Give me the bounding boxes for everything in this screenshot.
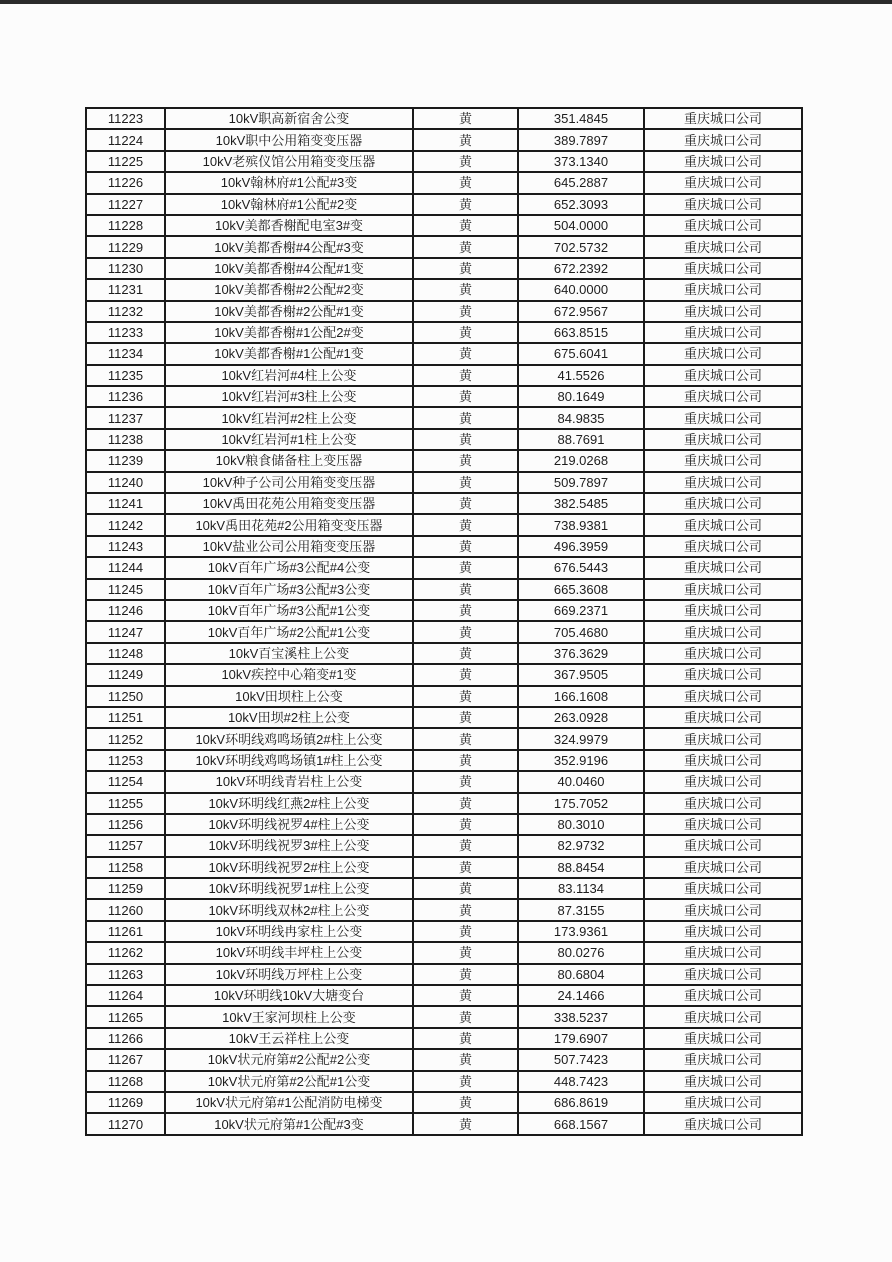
value-cell: 88.7691 [518, 429, 644, 450]
value-cell: 179.6907 [518, 1028, 644, 1049]
row-id-cell: 11266 [86, 1028, 165, 1049]
company-cell: 重庆城口公司 [644, 151, 802, 172]
row-id-cell: 11227 [86, 194, 165, 215]
value-cell: 496.3959 [518, 536, 644, 557]
row-id-cell: 11224 [86, 129, 165, 150]
value-cell: 41.5526 [518, 365, 644, 386]
device-name-cell: 10kV种子公司公用箱变变压器 [165, 472, 413, 493]
table-row [86, 899, 802, 920]
company-cell: 重庆城口公司 [644, 1028, 802, 1049]
company-cell: 重庆城口公司 [644, 664, 802, 685]
row-id-cell: 11229 [86, 236, 165, 257]
table-row [86, 172, 802, 193]
table-row [86, 514, 802, 535]
row-id-cell: 11225 [86, 151, 165, 172]
status-flag-cell: 黄 [413, 514, 518, 535]
device-name-cell: 10kV环明线双林2#柱上公变 [165, 899, 413, 920]
row-id-cell: 11259 [86, 878, 165, 899]
value-cell: 382.5485 [518, 493, 644, 514]
row-id-cell: 11245 [86, 579, 165, 600]
row-id-cell: 11250 [86, 686, 165, 707]
company-cell: 重庆城口公司 [644, 814, 802, 835]
value-cell: 80.6804 [518, 964, 644, 985]
status-flag-cell: 黄 [413, 1028, 518, 1049]
row-id-cell: 11231 [86, 279, 165, 300]
table-row [86, 771, 802, 792]
company-cell: 重庆城口公司 [644, 899, 802, 920]
row-id-cell: 11269 [86, 1092, 165, 1113]
transformer-table [85, 107, 803, 1136]
value-cell: 263.0928 [518, 707, 644, 728]
status-flag-cell: 黄 [413, 472, 518, 493]
row-id-cell: 11241 [86, 493, 165, 514]
device-name-cell: 10kV美都香榭#4公配#3变 [165, 236, 413, 257]
page-top-edge-rule [0, 0, 892, 4]
status-flag-cell: 黄 [413, 151, 518, 172]
company-cell: 重庆城口公司 [644, 472, 802, 493]
table-row [86, 194, 802, 215]
row-id-cell: 11262 [86, 942, 165, 963]
row-id-cell: 11251 [86, 707, 165, 728]
value-cell: 738.9381 [518, 514, 644, 535]
company-cell: 重庆城口公司 [644, 365, 802, 386]
status-flag-cell: 黄 [413, 771, 518, 792]
device-name-cell: 10kV美都香榭#2公配#1变 [165, 301, 413, 322]
status-flag-cell: 黄 [413, 493, 518, 514]
row-id-cell: 11257 [86, 835, 165, 856]
status-flag-cell: 黄 [413, 921, 518, 942]
table-row [86, 1028, 802, 1049]
row-id-cell: 11268 [86, 1071, 165, 1092]
value-cell: 166.1608 [518, 686, 644, 707]
device-name-cell: 10kV禹田花苑公用箱变变压器 [165, 493, 413, 514]
table-row [86, 236, 802, 257]
value-cell: 668.1567 [518, 1113, 644, 1134]
value-cell: 669.2371 [518, 600, 644, 621]
device-name-cell: 10kV环明线丰坪柱上公变 [165, 942, 413, 963]
device-name-cell: 10kV美都香榭#1公配2#变 [165, 322, 413, 343]
company-cell: 重庆城口公司 [644, 343, 802, 364]
device-name-cell: 10kV环明线冉家柱上公变 [165, 921, 413, 942]
company-cell: 重庆城口公司 [644, 793, 802, 814]
value-cell: 367.9505 [518, 664, 644, 685]
table-row [86, 985, 802, 1006]
value-cell: 665.3608 [518, 579, 644, 600]
device-name-cell: 10kV状元府第#2公配#2公变 [165, 1049, 413, 1070]
row-id-cell: 11226 [86, 172, 165, 193]
row-id-cell: 11233 [86, 322, 165, 343]
device-name-cell: 10kV百宝溪柱上公变 [165, 643, 413, 664]
status-flag-cell: 黄 [413, 579, 518, 600]
company-cell: 重庆城口公司 [644, 215, 802, 236]
value-cell: 40.0460 [518, 771, 644, 792]
status-flag-cell: 黄 [413, 343, 518, 364]
device-name-cell: 10kV王家河坝柱上公变 [165, 1006, 413, 1027]
status-flag-cell: 黄 [413, 557, 518, 578]
table-row [86, 964, 802, 985]
status-flag-cell: 黄 [413, 450, 518, 471]
value-cell: 509.7897 [518, 472, 644, 493]
row-id-cell: 11255 [86, 793, 165, 814]
table-row [86, 621, 802, 642]
company-cell: 重庆城口公司 [644, 1049, 802, 1070]
device-name-cell: 10kV红岩河#2柱上公变 [165, 407, 413, 428]
row-id-cell: 11263 [86, 964, 165, 985]
company-cell: 重庆城口公司 [644, 194, 802, 215]
row-id-cell: 11270 [86, 1113, 165, 1134]
status-flag-cell: 黄 [413, 322, 518, 343]
table-row [86, 536, 802, 557]
status-flag-cell: 黄 [413, 835, 518, 856]
value-cell: 351.4845 [518, 108, 644, 129]
device-name-cell: 10kV百年广场#3公配#1公变 [165, 600, 413, 621]
company-cell: 重庆城口公司 [644, 1092, 802, 1113]
status-flag-cell: 黄 [413, 279, 518, 300]
company-cell: 重庆城口公司 [644, 857, 802, 878]
company-cell: 重庆城口公司 [644, 621, 802, 642]
table-row [86, 1006, 802, 1027]
value-cell: 373.1340 [518, 151, 644, 172]
status-flag-cell: 黄 [413, 707, 518, 728]
device-name-cell: 10kV红岩河#1柱上公变 [165, 429, 413, 450]
device-name-cell: 10kV盐业公司公用箱变变压器 [165, 536, 413, 557]
table-row [86, 579, 802, 600]
value-cell: 173.9361 [518, 921, 644, 942]
company-cell: 重庆城口公司 [644, 493, 802, 514]
status-flag-cell: 黄 [413, 1071, 518, 1092]
company-cell: 重庆城口公司 [644, 985, 802, 1006]
company-cell: 重庆城口公司 [644, 1071, 802, 1092]
value-cell: 88.8454 [518, 857, 644, 878]
device-name-cell: 10kV状元府第#1公配消防电梯变 [165, 1092, 413, 1113]
table-row [86, 835, 802, 856]
row-id-cell: 11265 [86, 1006, 165, 1027]
row-id-cell: 11234 [86, 343, 165, 364]
device-name-cell: 10kV百年广场#3公配#4公变 [165, 557, 413, 578]
row-id-cell: 11256 [86, 814, 165, 835]
table-row [86, 643, 802, 664]
device-name-cell: 10kV环明线10kV大塘变台 [165, 985, 413, 1006]
status-flag-cell: 黄 [413, 215, 518, 236]
value-cell: 376.3629 [518, 643, 644, 664]
company-cell: 重庆城口公司 [644, 1113, 802, 1134]
value-cell: 87.3155 [518, 899, 644, 920]
device-name-cell: 10kV粮食储备柱上变压器 [165, 450, 413, 471]
value-cell: 175.7052 [518, 793, 644, 814]
device-name-cell: 10kV环明线祝罗2#柱上公变 [165, 857, 413, 878]
company-cell: 重庆城口公司 [644, 643, 802, 664]
company-cell: 重庆城口公司 [644, 450, 802, 471]
device-name-cell: 10kV职中公用箱变变压器 [165, 129, 413, 150]
table-row [86, 450, 802, 471]
company-cell: 重庆城口公司 [644, 579, 802, 600]
table-row [86, 215, 802, 236]
table-row [86, 108, 802, 129]
table-row [86, 921, 802, 942]
table-row [86, 814, 802, 835]
company-cell: 重庆城口公司 [644, 386, 802, 407]
device-name-cell: 10kV疾控中心箱变#1变 [165, 664, 413, 685]
value-cell: 640.0000 [518, 279, 644, 300]
table-row [86, 728, 802, 749]
row-id-cell: 11246 [86, 600, 165, 621]
device-name-cell: 10kV美都香榭#2公配#2变 [165, 279, 413, 300]
company-cell: 重庆城口公司 [644, 835, 802, 856]
table-row [86, 707, 802, 728]
value-cell: 672.9567 [518, 301, 644, 322]
table-row [86, 857, 802, 878]
status-flag-cell: 黄 [413, 857, 518, 878]
table-row [86, 151, 802, 172]
row-id-cell: 11244 [86, 557, 165, 578]
company-cell: 重庆城口公司 [644, 1006, 802, 1027]
value-cell: 507.7423 [518, 1049, 644, 1070]
table-row [86, 279, 802, 300]
table-row [86, 600, 802, 621]
value-cell: 24.1466 [518, 985, 644, 1006]
table-body [86, 108, 802, 1135]
device-name-cell: 10kV老殡仪馆公用箱变变压器 [165, 151, 413, 172]
company-cell: 重庆城口公司 [644, 407, 802, 428]
table-row [86, 386, 802, 407]
device-name-cell: 10kV翰林府#1公配#2变 [165, 194, 413, 215]
status-flag-cell: 黄 [413, 664, 518, 685]
table-row [86, 557, 802, 578]
company-cell: 重庆城口公司 [644, 600, 802, 621]
device-name-cell: 10kV百年广场#2公配#1公变 [165, 621, 413, 642]
row-id-cell: 11249 [86, 664, 165, 685]
value-cell: 80.0276 [518, 942, 644, 963]
row-id-cell: 11230 [86, 258, 165, 279]
value-cell: 219.0268 [518, 450, 644, 471]
value-cell: 652.3093 [518, 194, 644, 215]
row-id-cell: 11267 [86, 1049, 165, 1070]
row-id-cell: 11252 [86, 728, 165, 749]
device-name-cell: 10kV职高新宿舍公变 [165, 108, 413, 129]
value-cell: 80.1649 [518, 386, 644, 407]
device-name-cell: 10kV美都香榭#4公配#1变 [165, 258, 413, 279]
row-id-cell: 11238 [86, 429, 165, 450]
value-cell: 663.8515 [518, 322, 644, 343]
value-cell: 645.2887 [518, 172, 644, 193]
company-cell: 重庆城口公司 [644, 236, 802, 257]
company-cell: 重庆城口公司 [644, 878, 802, 899]
device-name-cell: 10kV状元府第#2公配#1公变 [165, 1071, 413, 1092]
status-flag-cell: 黄 [413, 942, 518, 963]
device-name-cell: 10kV红岩河#3柱上公变 [165, 386, 413, 407]
table-row [86, 343, 802, 364]
table-row [86, 301, 802, 322]
device-name-cell: 10kV环明线鸡鸣场镇1#柱上公变 [165, 750, 413, 771]
value-cell: 705.4680 [518, 621, 644, 642]
company-cell: 重庆城口公司 [644, 707, 802, 728]
status-flag-cell: 黄 [413, 429, 518, 450]
value-cell: 80.3010 [518, 814, 644, 835]
table-row [86, 686, 802, 707]
table-row [86, 1049, 802, 1070]
value-cell: 324.9979 [518, 728, 644, 749]
company-cell: 重庆城口公司 [644, 301, 802, 322]
device-name-cell: 10kV美都香榭#1公配#1变 [165, 343, 413, 364]
table-row [86, 664, 802, 685]
status-flag-cell: 黄 [413, 1113, 518, 1134]
value-cell: 686.8619 [518, 1092, 644, 1113]
value-cell: 448.7423 [518, 1071, 644, 1092]
company-cell: 重庆城口公司 [644, 964, 802, 985]
company-cell: 重庆城口公司 [644, 536, 802, 557]
status-flag-cell: 黄 [413, 600, 518, 621]
status-flag-cell: 黄 [413, 814, 518, 835]
status-flag-cell: 黄 [413, 899, 518, 920]
device-name-cell: 10kV状元府第#1公配#3变 [165, 1113, 413, 1134]
table-row [86, 1092, 802, 1113]
value-cell: 676.5443 [518, 557, 644, 578]
table-row [86, 129, 802, 150]
status-flag-cell: 黄 [413, 643, 518, 664]
row-id-cell: 11232 [86, 301, 165, 322]
device-name-cell: 10kV美都香榭配电室3#变 [165, 215, 413, 236]
row-id-cell: 11239 [86, 450, 165, 471]
row-id-cell: 11258 [86, 857, 165, 878]
status-flag-cell: 黄 [413, 686, 518, 707]
device-name-cell: 10kV百年广场#3公配#3公变 [165, 579, 413, 600]
company-cell: 重庆城口公司 [644, 172, 802, 193]
row-id-cell: 11261 [86, 921, 165, 942]
table-row [86, 258, 802, 279]
company-cell: 重庆城口公司 [644, 322, 802, 343]
company-cell: 重庆城口公司 [644, 686, 802, 707]
device-name-cell: 10kV环明线祝罗1#柱上公变 [165, 878, 413, 899]
value-cell: 389.7897 [518, 129, 644, 150]
status-flag-cell: 黄 [413, 172, 518, 193]
company-cell: 重庆城口公司 [644, 429, 802, 450]
company-cell: 重庆城口公司 [644, 258, 802, 279]
status-flag-cell: 黄 [413, 365, 518, 386]
status-flag-cell: 黄 [413, 407, 518, 428]
device-name-cell: 10kV环明线鸡鸣场镇2#柱上公变 [165, 728, 413, 749]
table-row [86, 407, 802, 428]
status-flag-cell: 黄 [413, 728, 518, 749]
company-cell: 重庆城口公司 [644, 771, 802, 792]
company-cell: 重庆城口公司 [644, 108, 802, 129]
status-flag-cell: 黄 [413, 750, 518, 771]
table-row [86, 365, 802, 386]
device-name-cell: 10kV环明线祝罗3#柱上公变 [165, 835, 413, 856]
table-row [86, 322, 802, 343]
company-cell: 重庆城口公司 [644, 279, 802, 300]
row-id-cell: 11223 [86, 108, 165, 129]
device-name-cell: 10kV禹田花苑#2公用箱变变压器 [165, 514, 413, 535]
status-flag-cell: 黄 [413, 793, 518, 814]
device-name-cell: 10kV环明线青岩柱上公变 [165, 771, 413, 792]
value-cell: 338.5237 [518, 1006, 644, 1027]
device-name-cell: 10kV红岩河#4柱上公变 [165, 365, 413, 386]
row-id-cell: 11236 [86, 386, 165, 407]
device-name-cell: 10kV田坝#2柱上公变 [165, 707, 413, 728]
value-cell: 675.6041 [518, 343, 644, 364]
company-cell: 重庆城口公司 [644, 750, 802, 771]
row-id-cell: 11254 [86, 771, 165, 792]
company-cell: 重庆城口公司 [644, 557, 802, 578]
status-flag-cell: 黄 [413, 1092, 518, 1113]
row-id-cell: 11237 [86, 407, 165, 428]
row-id-cell: 11242 [86, 514, 165, 535]
device-name-cell: 10kV环明线万坪柱上公变 [165, 964, 413, 985]
value-cell: 83.1134 [518, 878, 644, 899]
status-flag-cell: 黄 [413, 985, 518, 1006]
table-row [86, 1113, 802, 1134]
row-id-cell: 11248 [86, 643, 165, 664]
row-id-cell: 11260 [86, 899, 165, 920]
status-flag-cell: 黄 [413, 108, 518, 129]
value-cell: 504.0000 [518, 215, 644, 236]
table-row [86, 472, 802, 493]
row-id-cell: 11247 [86, 621, 165, 642]
row-id-cell: 11235 [86, 365, 165, 386]
row-id-cell: 11240 [86, 472, 165, 493]
value-cell: 82.9732 [518, 835, 644, 856]
device-name-cell: 10kV环明线红燕2#柱上公变 [165, 793, 413, 814]
table-row [86, 942, 802, 963]
row-id-cell: 11253 [86, 750, 165, 771]
status-flag-cell: 黄 [413, 1049, 518, 1070]
row-id-cell: 11264 [86, 985, 165, 1006]
value-cell: 672.2392 [518, 258, 644, 279]
company-cell: 重庆城口公司 [644, 942, 802, 963]
status-flag-cell: 黄 [413, 129, 518, 150]
value-cell: 84.9835 [518, 407, 644, 428]
status-flag-cell: 黄 [413, 621, 518, 642]
row-id-cell: 11228 [86, 215, 165, 236]
status-flag-cell: 黄 [413, 236, 518, 257]
table-row [86, 793, 802, 814]
value-cell: 352.9196 [518, 750, 644, 771]
table-row [86, 429, 802, 450]
status-flag-cell: 黄 [413, 258, 518, 279]
row-id-cell: 11243 [86, 536, 165, 557]
device-name-cell: 10kV环明线祝罗4#柱上公变 [165, 814, 413, 835]
device-name-cell: 10kV王云祥柱上公变 [165, 1028, 413, 1049]
value-cell: 702.5732 [518, 236, 644, 257]
status-flag-cell: 黄 [413, 1006, 518, 1027]
status-flag-cell: 黄 [413, 194, 518, 215]
company-cell: 重庆城口公司 [644, 728, 802, 749]
company-cell: 重庆城口公司 [644, 129, 802, 150]
status-flag-cell: 黄 [413, 386, 518, 407]
company-cell: 重庆城口公司 [644, 514, 802, 535]
table-row [86, 493, 802, 514]
device-name-cell: 10kV翰林府#1公配#3变 [165, 172, 413, 193]
table-row [86, 1071, 802, 1092]
status-flag-cell: 黄 [413, 536, 518, 557]
company-cell: 重庆城口公司 [644, 921, 802, 942]
status-flag-cell: 黄 [413, 878, 518, 899]
status-flag-cell: 黄 [413, 964, 518, 985]
table-row [86, 750, 802, 771]
device-name-cell: 10kV田坝柱上公变 [165, 686, 413, 707]
status-flag-cell: 黄 [413, 301, 518, 322]
table-row [86, 878, 802, 899]
